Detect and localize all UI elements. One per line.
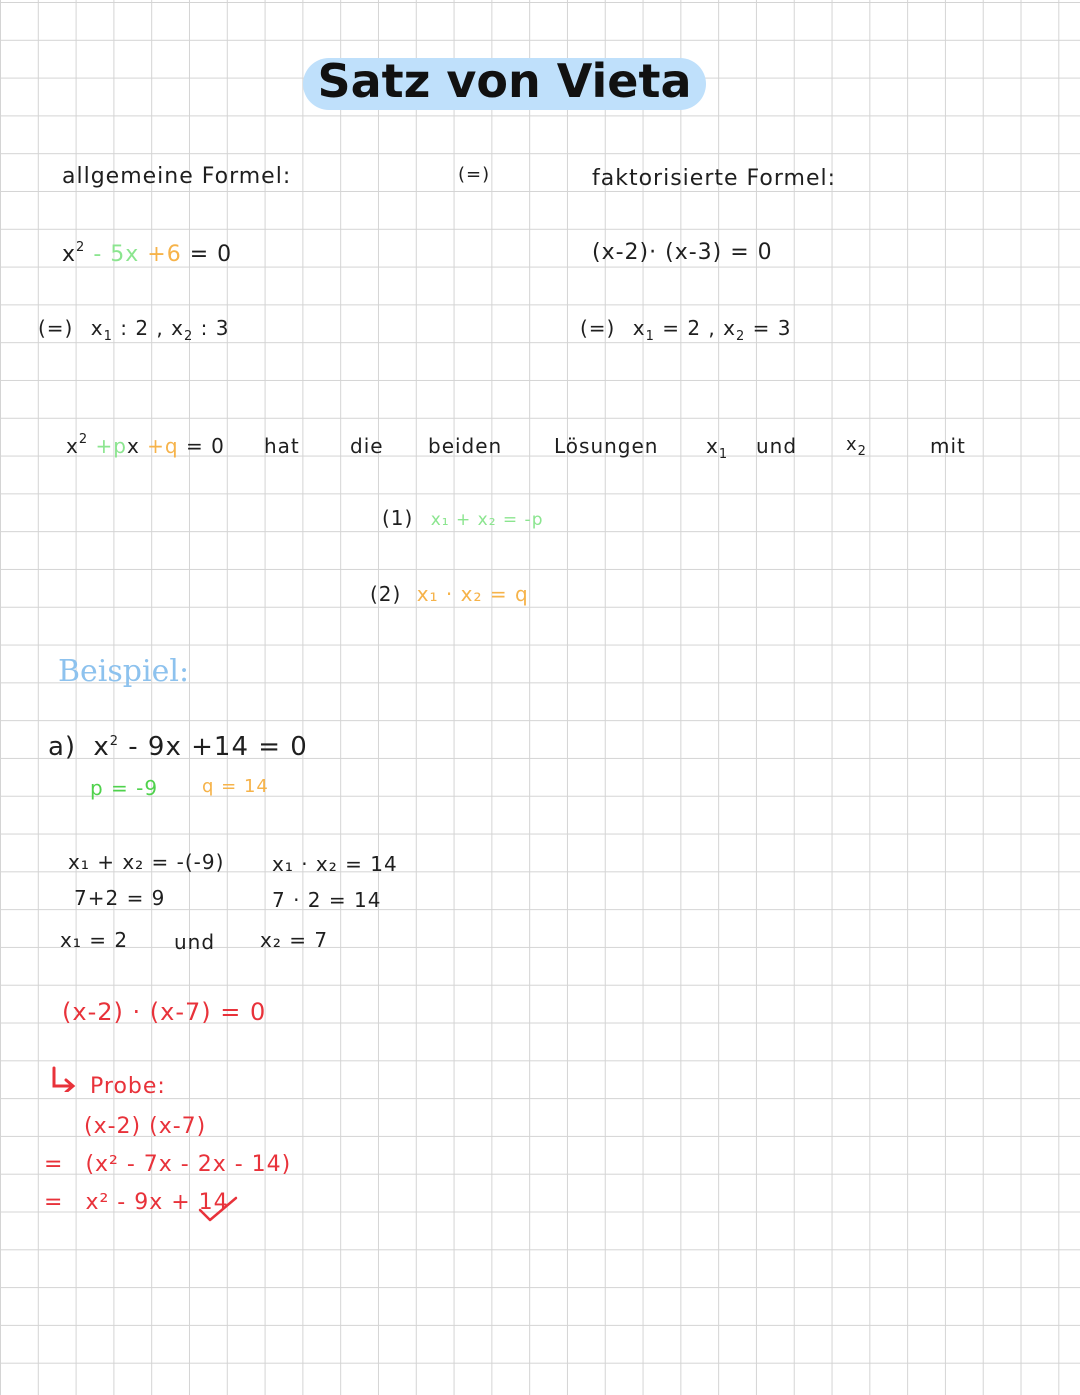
general-solutions: (=) $x_1$ : 2 , $x_2$ : 3 xyxy=(38,316,230,344)
probe-label: Probe: xyxy=(90,1074,166,1099)
statement-word-die: die xyxy=(350,434,384,458)
statement-word-beiden: beiden xyxy=(428,434,503,458)
example-result-und: und xyxy=(174,930,216,954)
example-heading: Beispiel: xyxy=(58,654,190,689)
example-a-equation: a) $x^2 - 9x +14 = 0$ xyxy=(48,732,308,762)
probe-line-1: (x-2) (x-7) xyxy=(84,1114,207,1139)
rule-1: (1) x₁ + x₂ = -p xyxy=(382,506,544,530)
statement-equation: $x^2 +px +q = 0$ xyxy=(66,432,225,458)
general-equation: $x^2 - 5x +6 = 0$ xyxy=(62,240,233,267)
statement-x1: $x_1$ xyxy=(706,434,729,462)
example-sum-check: 7+2 = 9 xyxy=(74,886,166,910)
statement-word-hat: hat xyxy=(264,434,300,458)
example-q-value: q = 14 xyxy=(202,776,269,797)
probe-line-2: = (x² - 7x - 2x - 14) xyxy=(44,1152,292,1177)
arrow-icon xyxy=(50,1066,78,1092)
factored-solutions: (=) $x_1 = 2$ , $x_2 = 3$ xyxy=(580,316,792,344)
general-formula-heading: allgemeine Formel: xyxy=(62,164,292,189)
equivalence-sign: (=) xyxy=(458,164,491,185)
page-title: Satz von Vieta xyxy=(317,54,692,108)
example-result-x2: x₂ = 7 xyxy=(260,928,329,952)
example-sum: x₁ + x₂ = -(-9) xyxy=(68,850,225,874)
statement-word-loesungen: Lösungen xyxy=(554,434,659,458)
factored-formula-heading: faktorisierte Formel: xyxy=(592,166,836,191)
example-result-x1: x₁ = 2 xyxy=(60,928,129,952)
statement-word-mit: mit xyxy=(930,434,966,458)
rule-2: (2) x₁ · x₂ = q xyxy=(370,582,529,606)
checkmark-icon xyxy=(196,1194,240,1224)
probe-line-3: = x² - 9x + 14 xyxy=(44,1190,229,1215)
example-p-value: p = -9 xyxy=(90,776,159,800)
statement-word-und: und xyxy=(756,434,798,458)
statement-x2: $x_2$ xyxy=(846,434,867,459)
example-product-check: 7 · 2 = 14 xyxy=(272,888,382,912)
example-factored: (x-2) · (x-7) = 0 xyxy=(62,998,267,1026)
example-product: x₁ · x₂ = 14 xyxy=(272,852,398,876)
factored-equation: (x-2)· (x-3) = 0 xyxy=(592,240,773,265)
